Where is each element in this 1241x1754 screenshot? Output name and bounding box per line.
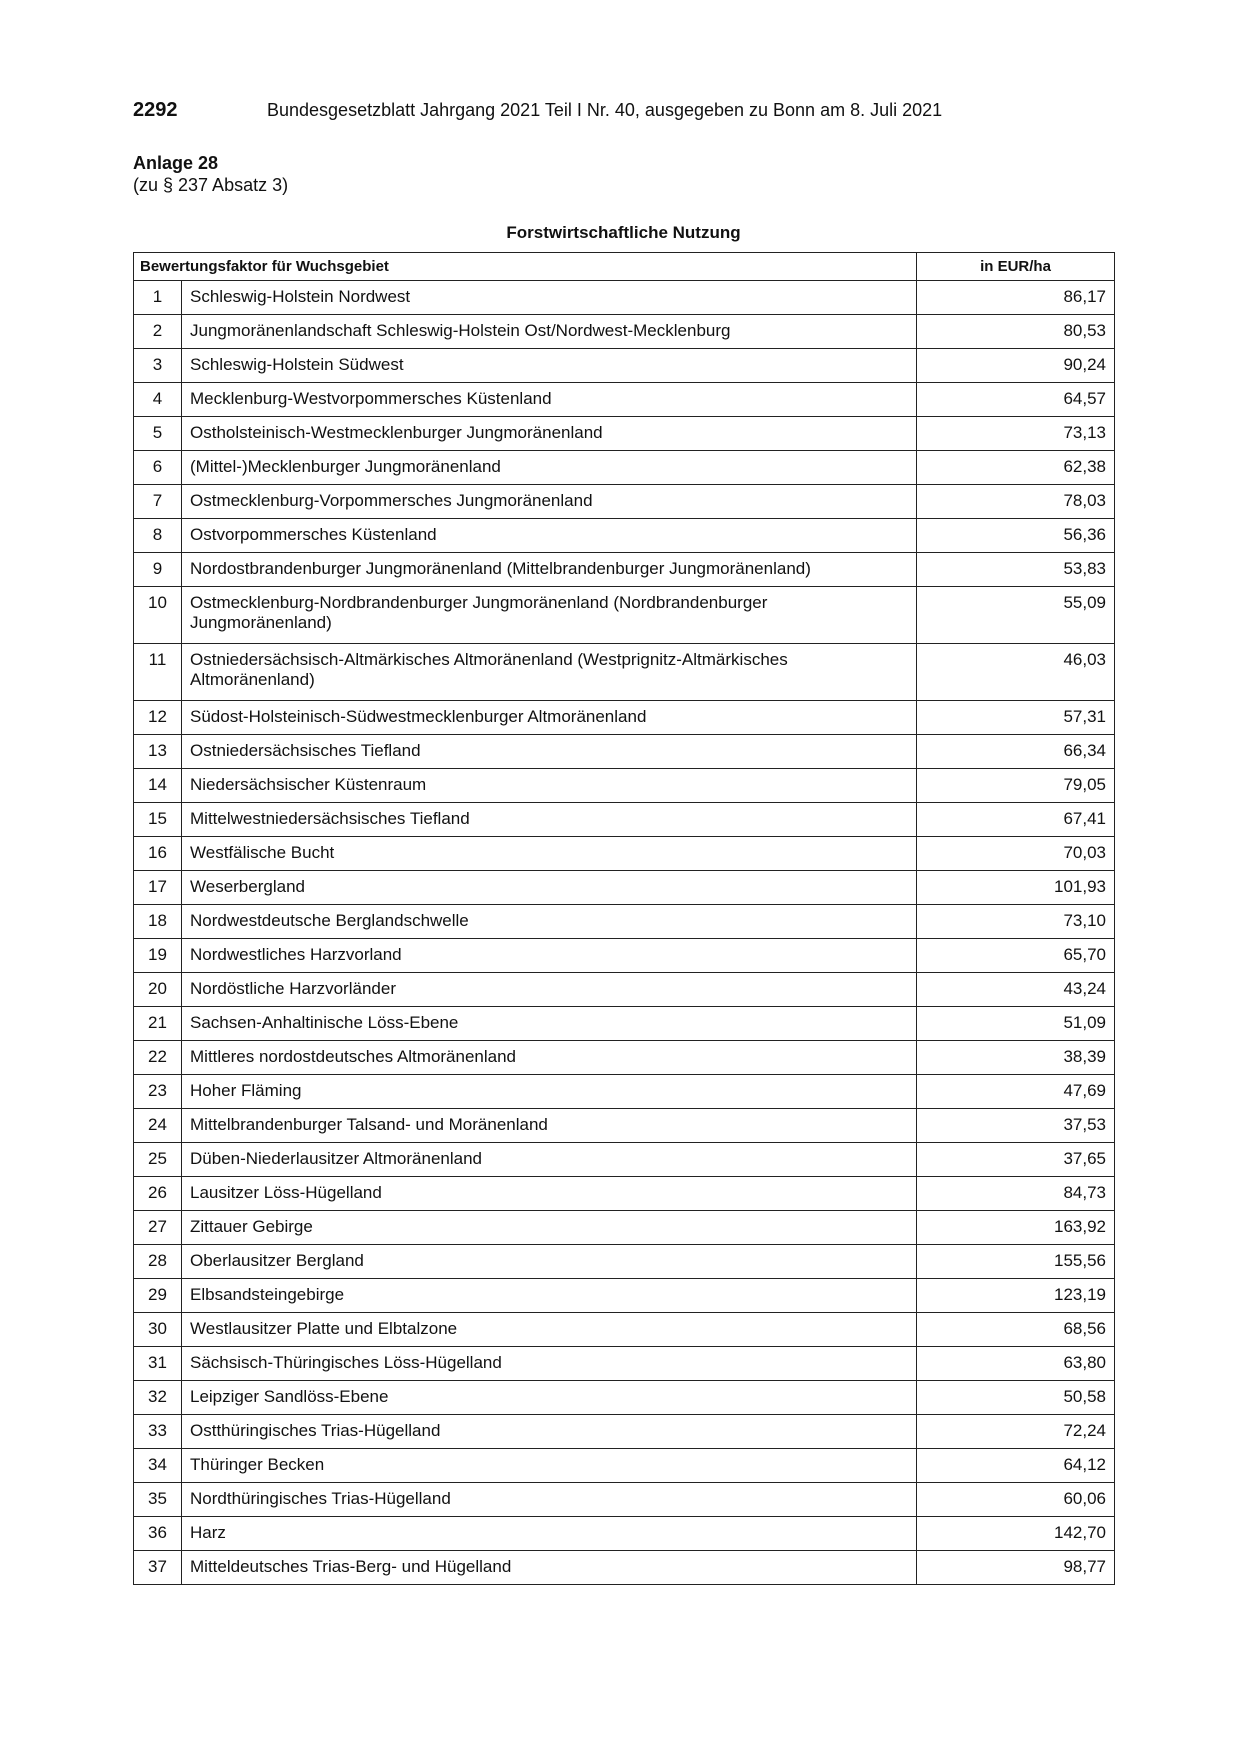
row-number: 3 <box>134 349 182 383</box>
row-number: 10 <box>134 587 182 644</box>
table-row <box>134 1143 1115 1177</box>
row-number: 2 <box>134 315 182 349</box>
table-row <box>134 1313 1115 1347</box>
row-name: Harz <box>182 1517 917 1551</box>
table-row <box>134 315 1115 349</box>
row-name: Sächsisch-Thüringisches Löss-Hügelland <box>182 1347 917 1381</box>
row-value: 63,80 <box>917 1347 1115 1381</box>
row-number: 19 <box>134 939 182 973</box>
row-name: Leipziger Sandlöss-Ebene <box>182 1381 917 1415</box>
row-number: 1 <box>134 281 182 315</box>
row-name: Nordthüringisches Trias-Hügelland <box>182 1483 917 1517</box>
row-name: Westfälische Bucht <box>182 837 917 871</box>
row-number: 31 <box>134 1347 182 1381</box>
row-number: 26 <box>134 1177 182 1211</box>
row-name: Mecklenburg-Westvorpommersches Küstenland <box>182 383 917 417</box>
row-number: 32 <box>134 1381 182 1415</box>
row-number: 27 <box>134 1211 182 1245</box>
table-row <box>134 803 1115 837</box>
row-value: 65,70 <box>917 939 1115 973</box>
annex-reference: (zu § 237 Absatz 3) <box>133 175 289 195</box>
row-name: Weserbergland <box>182 871 917 905</box>
row-value: 38,39 <box>917 1041 1115 1075</box>
row-number: 16 <box>134 837 182 871</box>
row-number: 22 <box>134 1041 182 1075</box>
row-value: 73,13 <box>917 417 1115 451</box>
row-name: Ostmecklenburg-Nordbrandenburger Jungmoränenland (Nordbrandenburger Jungmoränenland) <box>182 587 917 644</box>
annex-block <box>133 152 288 196</box>
row-name: Ostholsteinisch-Westmecklenburger Jungmoränenland <box>182 417 917 451</box>
publication-line: Bundesgesetzblatt Jahrgang 2021 Teil I Nr. 40, ausgegeben zu Bonn am 8. Juli 2021 <box>267 100 943 120</box>
row-name: Zittauer Gebirge <box>182 1211 917 1245</box>
row-name: (Mittel-)Mecklenburger Jungmoränenland <box>182 451 917 485</box>
row-number: 23 <box>134 1075 182 1109</box>
row-number: 21 <box>134 1007 182 1041</box>
row-number: 24 <box>134 1109 182 1143</box>
row-number: 29 <box>134 1279 182 1313</box>
row-name: Mitteldeutsches Trias-Berg- und Hügelland <box>182 1551 917 1585</box>
row-name: Ostvorpommersches Küstenland <box>182 519 917 553</box>
row-name: Ostniedersächsisches Tiefland <box>182 735 917 769</box>
row-value: 46,03 <box>917 644 1115 701</box>
row-value: 84,73 <box>917 1177 1115 1211</box>
row-value: 98,77 <box>917 1551 1115 1585</box>
row-value: 64,12 <box>917 1449 1115 1483</box>
row-name: Nordwestdeutsche Berglandschwelle <box>182 905 917 939</box>
table-row <box>134 1075 1115 1109</box>
row-value: 55,09 <box>917 587 1115 644</box>
row-value: 101,93 <box>917 871 1115 905</box>
row-name: Nordostbrandenburger Jungmoränenland (Mittelbrandenburger Jungmoränenland) <box>182 553 917 587</box>
table-row <box>134 701 1115 735</box>
table-row <box>134 451 1115 485</box>
row-name: Mittelbrandenburger Talsand- und Moränenland <box>182 1109 917 1143</box>
row-number: 4 <box>134 383 182 417</box>
table-row <box>134 905 1115 939</box>
row-value: 51,09 <box>917 1007 1115 1041</box>
table-row <box>134 1517 1115 1551</box>
table-row <box>134 769 1115 803</box>
row-value: 57,31 <box>917 701 1115 735</box>
table-row <box>134 1177 1115 1211</box>
table-body <box>134 281 1115 1585</box>
row-value: 37,53 <box>917 1109 1115 1143</box>
row-number: 13 <box>134 735 182 769</box>
row-number: 8 <box>134 519 182 553</box>
row-value: 53,83 <box>917 553 1115 587</box>
row-value: 72,24 <box>917 1415 1115 1449</box>
row-name: Schleswig-Holstein Nordwest <box>182 281 917 315</box>
table-row <box>134 349 1115 383</box>
row-value: 62,38 <box>917 451 1115 485</box>
row-value: 163,92 <box>917 1211 1115 1245</box>
row-name: Mittelwestniedersächsisches Tiefland <box>182 803 917 837</box>
row-number: 15 <box>134 803 182 837</box>
table-row <box>134 1483 1115 1517</box>
row-value: 43,24 <box>917 973 1115 1007</box>
row-number: 18 <box>134 905 182 939</box>
row-value: 67,41 <box>917 803 1115 837</box>
table-row <box>134 1449 1115 1483</box>
table-row <box>134 1279 1115 1313</box>
row-name: Sachsen-Anhaltinische Löss-Ebene <box>182 1007 917 1041</box>
row-value: 90,24 <box>917 349 1115 383</box>
table-row <box>134 383 1115 417</box>
row-number: 11 <box>134 644 182 701</box>
row-number: 9 <box>134 553 182 587</box>
row-number: 30 <box>134 1313 182 1347</box>
row-number: 14 <box>134 769 182 803</box>
table-row <box>134 1245 1115 1279</box>
row-name: Westlausitzer Platte und Elbtalzone <box>182 1313 917 1347</box>
valuation-table <box>133 252 1115 1585</box>
row-number: 25 <box>134 1143 182 1177</box>
row-value: 80,53 <box>917 315 1115 349</box>
row-name: Ostmecklenburg-Vorpommersches Jungmoränenland <box>182 485 917 519</box>
row-number: 37 <box>134 1551 182 1585</box>
header-unit: in EUR/ha <box>917 253 1115 281</box>
annex-title: Anlage 28 <box>133 153 219 173</box>
table-row <box>134 1041 1115 1075</box>
row-value: 142,70 <box>917 1517 1115 1551</box>
row-number: 33 <box>134 1415 182 1449</box>
table-row <box>134 1381 1115 1415</box>
row-value: 73,10 <box>917 905 1115 939</box>
table-row <box>134 1415 1115 1449</box>
row-value: 68,56 <box>917 1313 1115 1347</box>
table-row <box>134 587 1115 644</box>
row-name: Elbsandsteingebirge <box>182 1279 917 1313</box>
row-name: Hoher Fläming <box>182 1075 917 1109</box>
row-number: 7 <box>134 485 182 519</box>
table-row <box>134 485 1115 519</box>
row-value: 79,05 <box>917 769 1115 803</box>
row-value: 60,06 <box>917 1483 1115 1517</box>
table-caption: Forstwirtschaftliche Nutzung <box>506 223 741 242</box>
table-header-row <box>134 253 1115 281</box>
row-value: 155,56 <box>917 1245 1115 1279</box>
row-value: 64,57 <box>917 383 1115 417</box>
table-row <box>134 735 1115 769</box>
row-name: Düben-Niederlausitzer Altmoränenland <box>182 1143 917 1177</box>
row-number: 20 <box>134 973 182 1007</box>
row-number: 6 <box>134 451 182 485</box>
row-name: Nordwestliches Harzvorland <box>182 939 917 973</box>
row-name: Ostthüringisches Trias-Hügelland <box>182 1415 917 1449</box>
row-value: 86,17 <box>917 281 1115 315</box>
table-row <box>134 644 1115 701</box>
page-number: 2292 <box>133 99 178 121</box>
table-row <box>134 417 1115 451</box>
table-row <box>134 1007 1115 1041</box>
table-row <box>134 281 1115 315</box>
table-row <box>134 939 1115 973</box>
row-name: Lausitzer Löss-Hügelland <box>182 1177 917 1211</box>
row-name: Oberlausitzer Bergland <box>182 1245 917 1279</box>
row-value: 47,69 <box>917 1075 1115 1109</box>
header-factor: Bewertungsfaktor für Wuchsgebiet <box>134 253 917 281</box>
table-row <box>134 1211 1115 1245</box>
table-row <box>134 973 1115 1007</box>
row-value: 66,34 <box>917 735 1115 769</box>
row-value: 50,58 <box>917 1381 1115 1415</box>
row-name: Südost-Holsteinisch-Südwestmecklenburger Altmoränenland <box>182 701 917 735</box>
table-row <box>134 1109 1115 1143</box>
row-value: 78,03 <box>917 485 1115 519</box>
page-header <box>133 99 1113 129</box>
row-name: Niedersächsischer Küstenraum <box>182 769 917 803</box>
table-row <box>134 871 1115 905</box>
row-value: 123,19 <box>917 1279 1115 1313</box>
row-value: 70,03 <box>917 837 1115 871</box>
row-number: 5 <box>134 417 182 451</box>
row-name: Jungmoränenlandschaft Schleswig-Holstein Ost/Nordwest-Mecklenburg <box>182 315 917 349</box>
table-row <box>134 1551 1115 1585</box>
row-number: 35 <box>134 1483 182 1517</box>
table-row <box>134 1347 1115 1381</box>
table-row <box>134 837 1115 871</box>
row-value: 37,65 <box>917 1143 1115 1177</box>
row-name: Mittleres nordostdeutsches Altmoränenland <box>182 1041 917 1075</box>
row-name: Ostniedersächsisch-Altmärkisches Altmoränenland (Westprignitz-Altmärkisches Altmoränenland) <box>182 644 917 701</box>
row-number: 17 <box>134 871 182 905</box>
row-number: 36 <box>134 1517 182 1551</box>
row-number: 34 <box>134 1449 182 1483</box>
table-row <box>134 553 1115 587</box>
row-name: Nordöstliche Harzvorländer <box>182 973 917 1007</box>
row-name: Schleswig-Holstein Südwest <box>182 349 917 383</box>
row-name: Thüringer Becken <box>182 1449 917 1483</box>
table-row <box>134 519 1115 553</box>
row-number: 28 <box>134 1245 182 1279</box>
row-number: 12 <box>134 701 182 735</box>
row-value: 56,36 <box>917 519 1115 553</box>
